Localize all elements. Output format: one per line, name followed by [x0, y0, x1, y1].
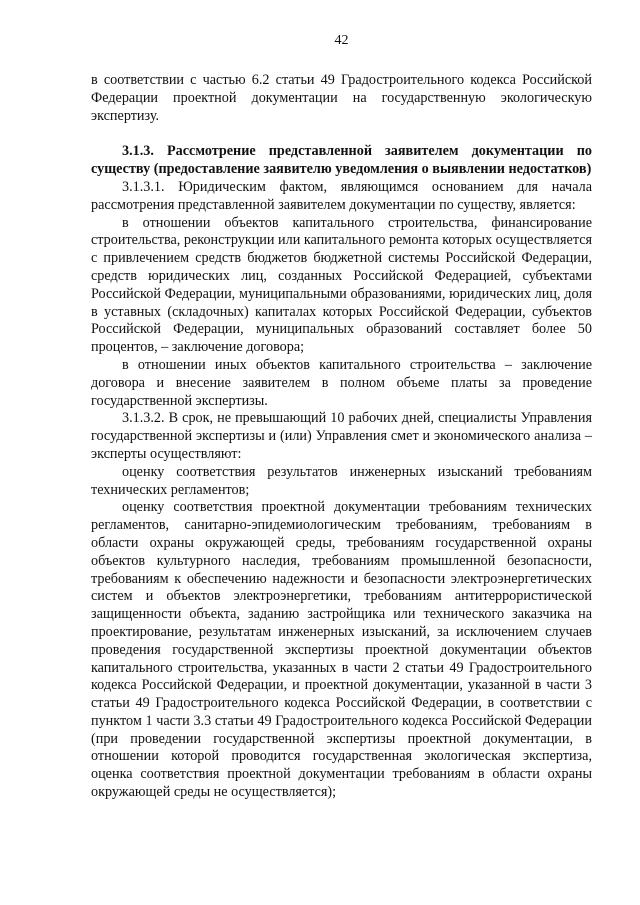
page-number: 42 — [334, 33, 349, 48]
paragraph-other-objects: в отношении иных объектов капитального строительства – заключение договора и внесение заявителем в полном объеме платы за проведение государственной экспертизы. — [91, 356, 592, 409]
section-heading-3-1-3: 3.1.3. Рассмотрение представленной заявителем документации по существу (предоставление заявителю уведомления о выявлении недостатков) — [91, 143, 592, 178]
paragraph-3-1-3-2: 3.1.3.2. В срок, не превышающий 10 рабочих дней, специалисты Управления государственной экспертизы и (или) Управления смет и экономического анализа – эксперты осуществляют: — [91, 410, 592, 462]
paragraph-engineering-surveys: оценку соответствия результатов инженерных изысканий требованиям технических регламентов; — [91, 463, 592, 498]
paragraph-project-documentation: оценку соответствия проектной документации требованиям технических регламентов, санитарно-эпидемиологическим требованиям, требованиям в области охраны окружающей среды, требованиям государственной охраны объектов культурного наследия, требованиям промышленной безопасности, требованиям к обеспечению надежности и безопасности электроэнергетических систем и объектов электроэнергетики, требованиям антитеррористической защищенности объекта, заданию застройщика или технического заказчика на проектирование, результатам инженерных изысканий, за исключением случаев проведения государственной экспертизы проектной документации объектов капитального строительства, указанных в части 2 статьи 49 Градостроительного кодекса Российской Федерации, и проектной документации, указанной в части 3 статьи 49 Градостроительного кодекса Российской Федерации, в соответствии с пунктом 1 части 3.3 статьи 49 Градостроительного кодекса Российской Федерации (при проведении государственной экспертизы проектной документации, в отношении которой проводится государственная экологическая экспертиза, оценка соответствия проектной документации требованиям в области охраны окружающей среды не осуществляется); — [91, 499, 592, 801]
paragraph-continuation: в соответствии с частью 6.2 статьи 49 Градостроительного кодекса Российской Федерации проектной документации на государственную экологическую экспертизу. — [91, 72, 592, 124]
document-page — [91, 32, 592, 892]
paragraph-3-1-3-1: 3.1.3.1. Юридическим фактом, являющимся основанием для начала рассмотрения представленной заявителем документации по существу, является: — [91, 178, 592, 213]
paragraph-budget-objects: в отношении объектов капитального строительства, финансирование строительства, реконструкции или капитального ремонта которых осуществляется с привлечением средств бюджетов бюджетной системы Российской Федерации, средств юридических лиц, созданных Российской Федерацией, субъектами Российской Федерации, муниципальными образованиями, юридических лиц, доля в уставных (складочных) капиталах которых Российской Федерации, субъектов Российской Федерации, муниципальных образований составляет более 50 процентов, – заключение договора; — [91, 214, 593, 356]
document-body — [91, 72, 592, 802]
